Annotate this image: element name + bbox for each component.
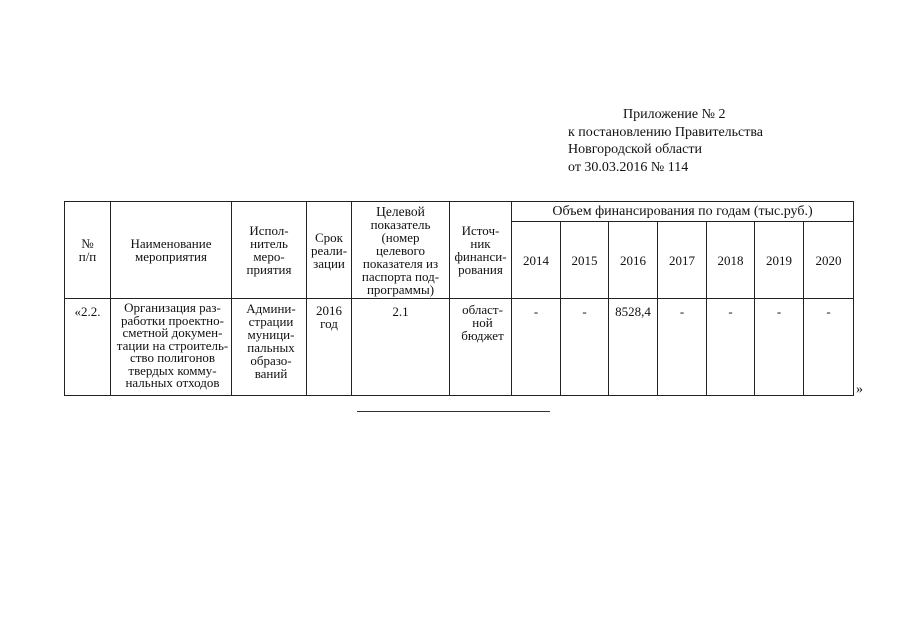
header-term: Срок реали- зации [307, 202, 352, 299]
year-2014: 2014 [512, 222, 561, 299]
year-2017: 2017 [658, 222, 707, 299]
year-2016: 2016 [609, 222, 658, 299]
row-num: «2.2. [65, 299, 111, 396]
row-term: 2016 год [307, 299, 352, 396]
row-name: Организация раз- работки проектно- сметной докумен- тации на строитель- ство полигонов твердых комму- нальных отходов [111, 299, 232, 396]
table-row [65, 299, 854, 396]
funding-table [64, 201, 854, 396]
header-target: Целевой показатель (номер целевого показателя из паспорта под- программы) [352, 202, 450, 299]
year-2015: 2015 [561, 222, 609, 299]
row-target: 2.1 [352, 299, 450, 396]
row-source: област- ной бюджет [450, 299, 512, 396]
header-num: № п/п [65, 202, 111, 299]
year-2019: 2019 [755, 222, 804, 299]
value-2016: 8528,4 [609, 299, 658, 396]
value-2014: - [512, 299, 561, 396]
appendix-region: Новгородской области [568, 142, 702, 157]
value-2019: - [755, 299, 804, 396]
appendix-header [568, 106, 763, 176]
appendix-number: Приложение № 2 [623, 107, 726, 122]
separator-line [357, 411, 550, 412]
value-2017: - [658, 299, 707, 396]
closing-quote: » [856, 382, 863, 397]
year-2020: 2020 [804, 222, 854, 299]
row-executor: Админи- страции муници- пальных образо- ваний [232, 299, 307, 396]
header-funding-group: Объем финансирования по годам (тыс.руб.) [512, 202, 854, 222]
header-executor: Испол- нитель меро- приятия [232, 202, 307, 299]
value-2015: - [561, 299, 609, 396]
appendix-date: от 30.03.2016 № 114 [568, 159, 689, 175]
value-2018: - [707, 299, 755, 396]
year-2018: 2018 [707, 222, 755, 299]
header-name: Наименование мероприятия [111, 202, 232, 299]
appendix-resolution: к постановлению Правительства [568, 124, 764, 140]
value-2020: - [804, 299, 854, 396]
header-source: Источ- ник финанси- рования [450, 202, 512, 299]
